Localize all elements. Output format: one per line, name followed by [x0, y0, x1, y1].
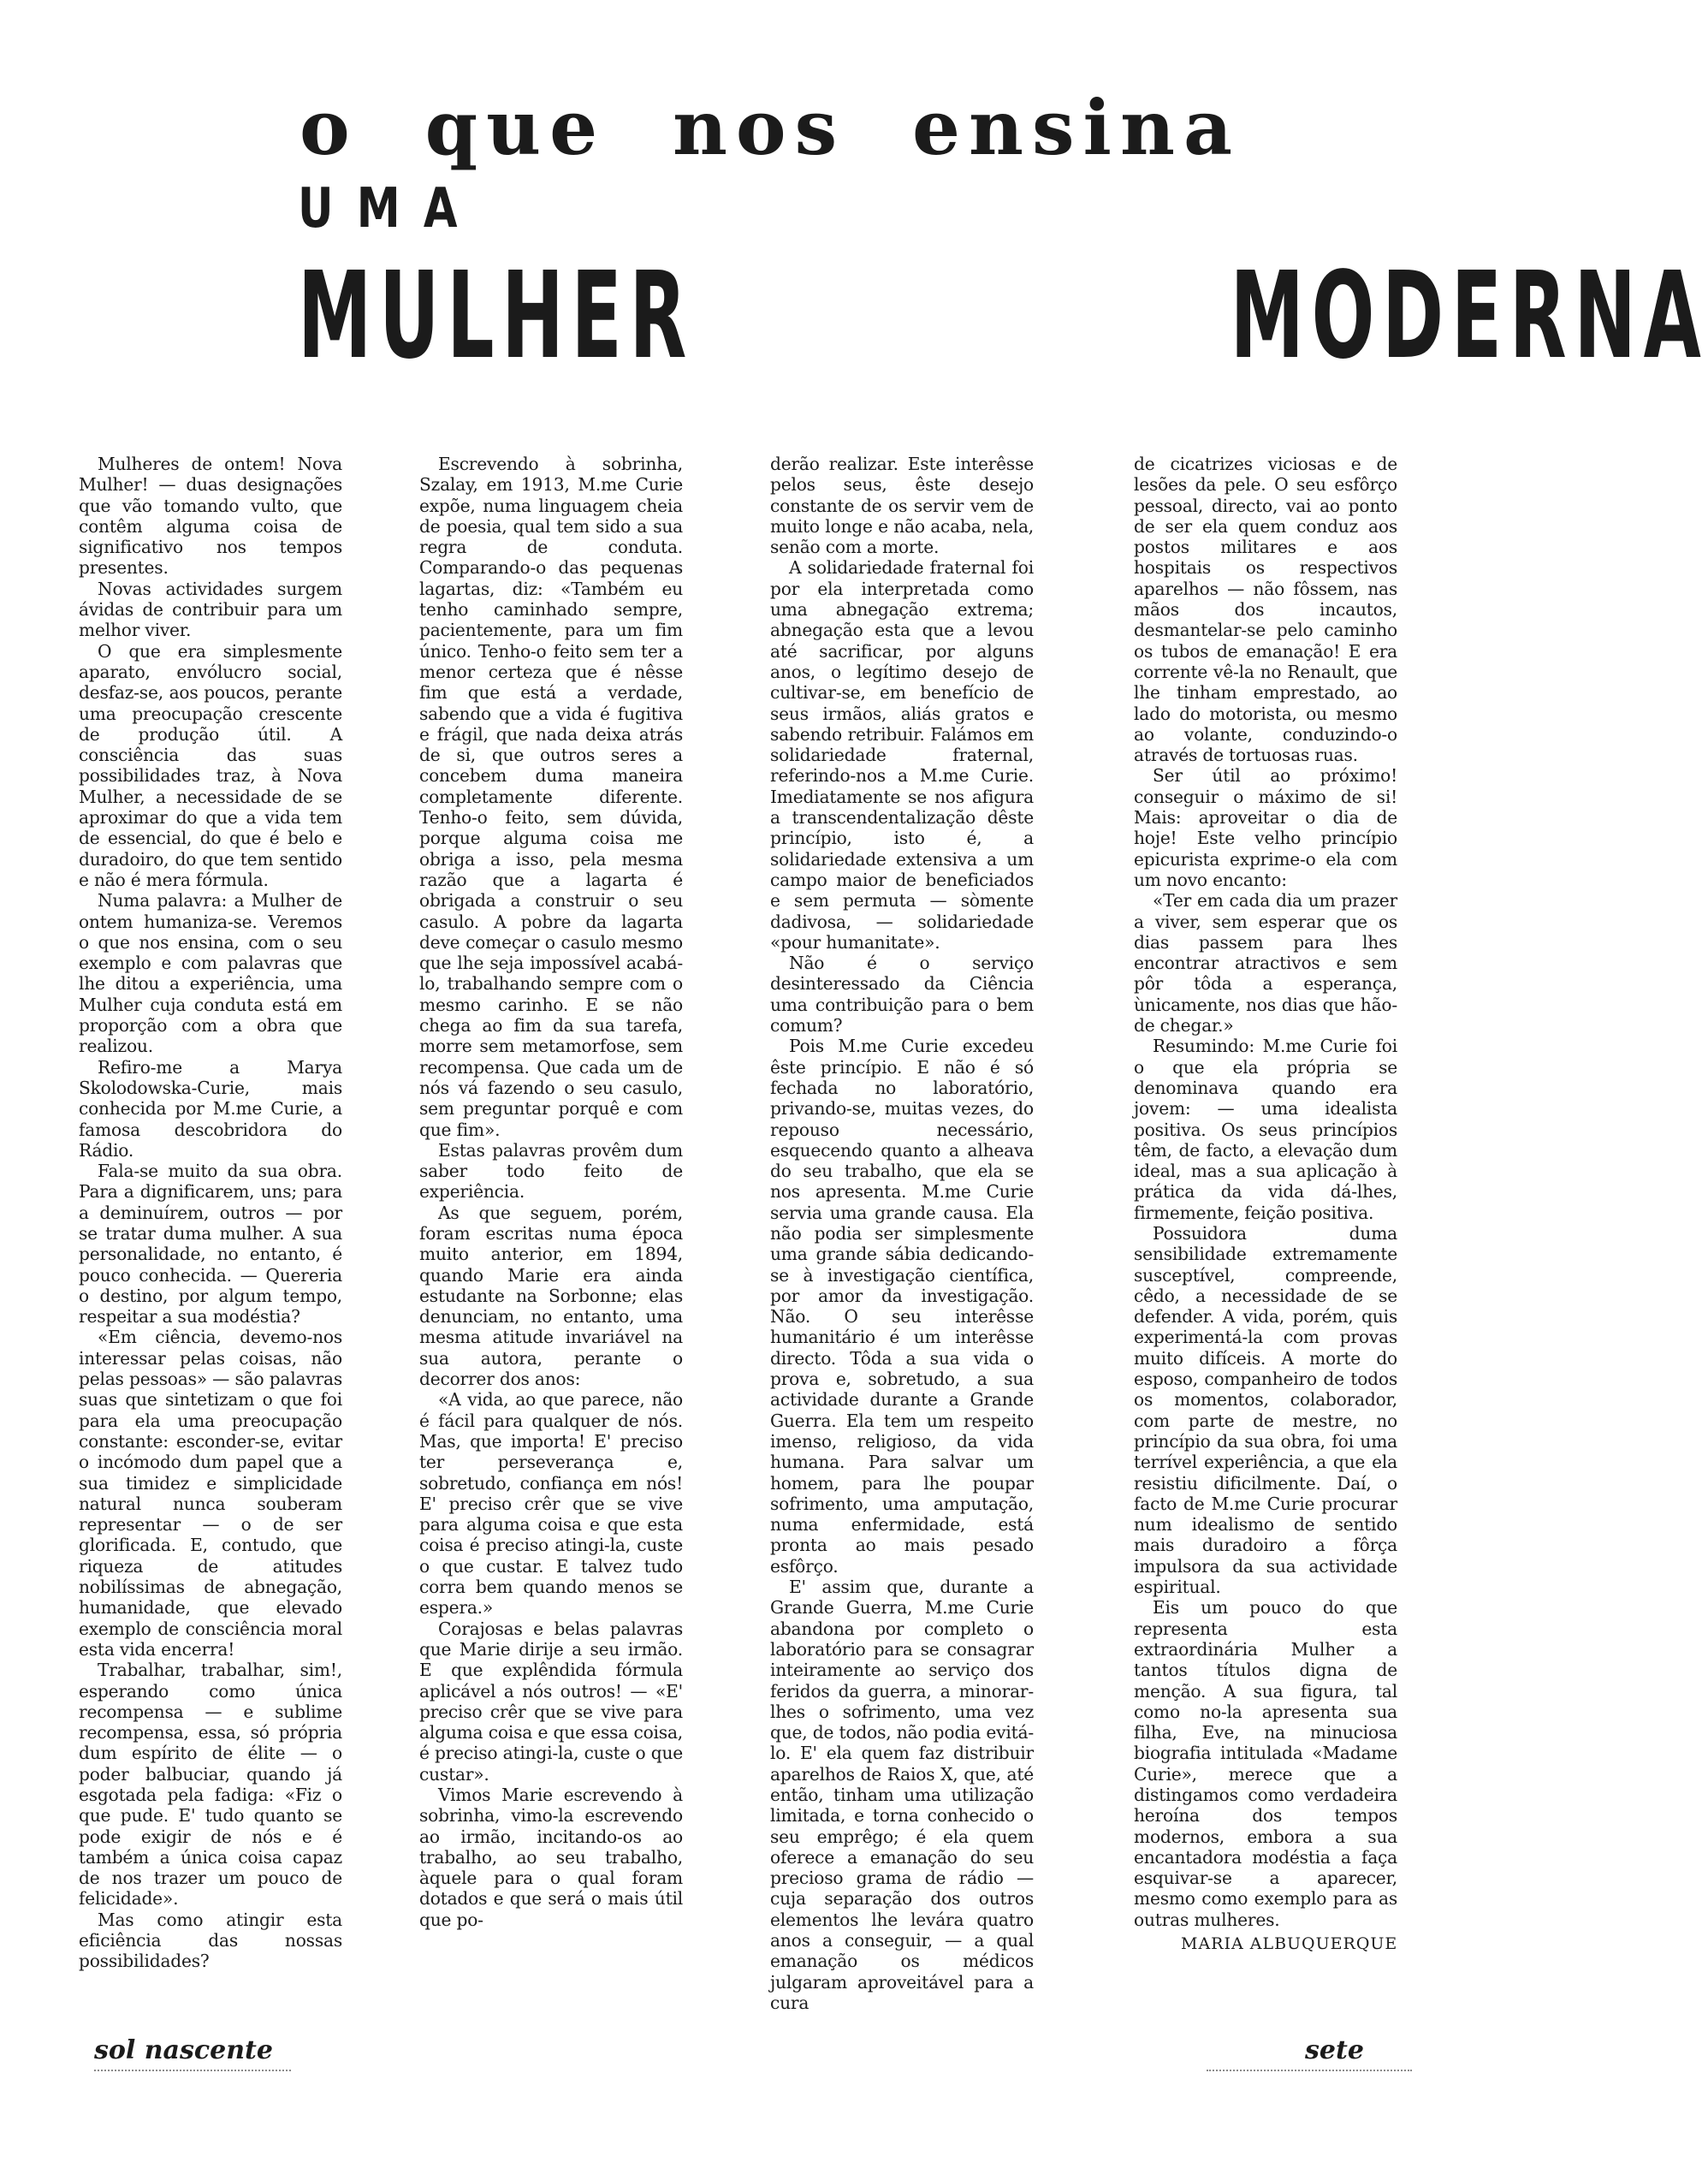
paragraph: O que era simplesmente aparato, envólucro social, desfaz-se, aos poucos, perante uma preocupação crescente de produção útil. A consciência das suas possibilidades traz, à Nova Mulher, a necessidade de se aproximar do que a vida tem de essencial, do que é belo e duradoiro, do que tem sentido e não é mera fórmula.: [79, 640, 342, 890]
title-word: que: [424, 83, 607, 172]
paragraph: A solidariedade fraternal foi por ela interpretada como uma abnegação extrema; abnegação esta que a levou até sacrificar, por alguns anos, o legítimo desejo de cultivar-se, em benefício de seus irmãos, aliás gratos e sabendo retribuir. Falámos em solidariedade fraternal, referindo-nos a M.me Curie. Imediatamente se nos afigura a transcendentalização dêste princípio, isto é, a solidariedade extensiva a um campo maior de beneficiados e sem permuta — sòmente dadivosa, — solidariedade «pour humanitate».: [770, 557, 1034, 953]
footer-rule-right: [1207, 2070, 1412, 2071]
paragraph: Numa palavra: a Mulher de ontem humaniza-se. Veremos o que nos ensina, com o seu exemplo e com palavras que lhe ditou a experiência, uma Mulher cuja conduta está em proporção com a obra que realizou.: [79, 890, 342, 1057]
paragraph: E' assim que, durante a Grande Guerra, M.me Curie abandona por completo o laboratório para se consagrar inteiramente ao serviço dos feridos da guerra, a minorar-lhes o sofrimento, uma vez que, de todos, não podia evitá-lo. E' ela quem faz distribuir aparelhos de Raios X, que, até então, tinham uma utilização limitada, e torna conhecido o seu emprêgo; é ela quem oferece a emanação do seu precioso grama de rádio — cuja separação dos outros elementos lhe levára quatro anos a conseguir, — a qual emanação os médicos julgaram aproveitável para a cura: [770, 1577, 1034, 2013]
paragraph: Ser útil ao próximo! conseguir o máximo de si! Mais: aproveitar o dia de hoje! Este velho princípio epicurista exprime-o ela com um novo encanto:: [1134, 765, 1397, 890]
title-line-2: UMA: [298, 177, 481, 241]
text-column-2: [419, 454, 683, 1930]
text-column-3: [770, 454, 1034, 2013]
title-word: o: [299, 83, 359, 172]
paragraph: «A vida, ao que parece, não é fácil para qualquer de nós. Mas, que importa! E' preciso ter perseverança e, sobretudo, confiança em nós! E' preciso crêr que se vive para alguma coisa e que esta coisa é preciso atingi-la, custe o que custar. E talvez tudo corra bem quando menos se espera.»: [419, 1389, 683, 1619]
footer-publication-name: sol nascente: [94, 2035, 273, 2065]
title-line-3: [298, 247, 1708, 386]
paragraph: Novas actividades surgem ávidas de contribuir para um melhor viver.: [79, 578, 342, 641]
paragraph: Escrevendo à sobrinha, Szalay, em 1913, M.me Curie expõe, numa linguagem cheia de poesia, qual tem sido a sua regra de conduta. Comparando-o das pequenas lagartas, diz: «Também eu tenho caminhado sempre, pacientemente, para um fim único. Tenho-o feito sem ter a menor certeza que é nêsse fim que está a verdade, sabendo que a vida é fugitiva e frágil, que nada deixa atrás de si, que outros seres a concebem duma maneira completamente diferente. Tenho-o feito, sem dúvida, porque alguma coisa me obriga a isso, pela mesma razão que a lagarta é obrigada a construir o seu casulo. A pobre da lagarta deve começar o casulo mesmo que lhe seja impossível acabá-lo, trabalhando sempre com o mesmo carinho. E se não chega ao fim da sua tarefa, morre sem metamorfose, sem recompensa. Que cada um de nós vá fazendo o seu casulo, sem preguntar porquê e com que fim».: [419, 454, 683, 1140]
text-column-1: [79, 454, 342, 1972]
paragraph: Vimos Marie escrevendo à sobrinha, vimo-la escrevendo ao irmão, incitando-os ao trabalho, ao seu trabalho, àquele para o qual foram dotados e que será o mais útil que po-: [419, 1785, 683, 1930]
paragraph: Estas palavras provêm dum saber todo feito de experiência.: [419, 1139, 683, 1203]
title-word: ensina: [912, 83, 1241, 172]
paragraph: «Em ciência, devemo-nos interessar pelas coisas, não pelas pessoas» — são palavras suas que sintetizam o que foi para ela uma preocupação constante: esconder-se, evitar o incómodo dum papel que a sua timidez e simplicidade natural nunca souberam representar — o de ser glorificada. E, contudo, que riqueza de atitudes nobilíssimas de abnegação, humanidade, que elevado exemplo de consciência moral esta vida encerra!: [79, 1327, 342, 1660]
paragraph: Fala-se muito da sua obra. Para a dignificarem, uns; para a deminuírem, outros — por se tratar duma mulher. A sua personalidade, no entanto, é pouco conhecida. — Quereria o destino, por algum tempo, respeitar a sua modéstia?: [79, 1161, 342, 1328]
paragraph: derão realizar. Este interêsse pelos seus, êste desejo constante de os servir vem de muito longe e não acaba, nela, senão com a morte.: [770, 454, 1034, 558]
title-word: nos: [672, 83, 846, 172]
author-signature: MARIA ALBUQUERQUE: [1181, 1934, 1398, 1953]
title-line-1: [299, 83, 1241, 172]
title-word-moderna: MODERNA: [1230, 247, 1708, 386]
paragraph: Mulheres de ontem! Nova Mulher! — duas designações que vão tomando vulto, que contêm alguma coisa de significativo nos tempos presentes.: [79, 454, 342, 579]
paragraph: Refiro-me a Marya Skolodowska-Curie, mais conhecida por M.me Curie, a famosa descobridora do Rádio.: [79, 1056, 342, 1161]
paragraph: Trabalhar, trabalhar, sim!, esperando como única recompensa — e sublime recompensa, essa, só própria dum espírito de élite — o poder balbuciar, quando já esgotada pela fadiga: «Fiz o que pude. E' tudo quanto se pode exigir de nós e é também a única coisa capaz de nos trazer um pouco de felicidade».: [79, 1660, 342, 1910]
paragraph: Mas como atingir esta eficiência das nossas possibilidades?: [79, 1909, 342, 1972]
footer-rule-left: [94, 2070, 291, 2071]
title-word-mulher: MULHER: [298, 247, 695, 386]
paragraph: «Ter em cada dia um prazer a viver, sem esperar que os dias passem para lhes encontrar atractivos e sem pôr tôda a esperança, ùnicamente, nos dias que hão-de chegar.»: [1134, 890, 1397, 1037]
paragraph: As que seguem, porém, foram escritas numa época muito anterior, em 1894, quando Marie era ainda estudante na Sorbonne; elas denunciam, no entanto, uma mesma atitude invariável na sua autora, perante o decorrer dos anos:: [419, 1202, 683, 1390]
text-column-4: [1134, 454, 1397, 1930]
paragraph: Pois M.me Curie excedeu êste princípio. E não é só fechada no laboratório, privando-se, muitas vezes, do repouso necessário, esquecendo quanto a alheava do seu trabalho, que ela se nos apresenta. M.me Curie servia uma grande causa. Ela não podia ser simplesmente uma grande sábia dedicando-se à investigação científica, por amor da investigação. Não. O seu interêsse humanitário é um interêsse directo. Tôda a sua vida o prova e, sobretudo, a sua actividade durante a Grande Guerra. Ela tem um respeito imenso, religioso, da vida humana. Para salvar um homem, para lhe poupar sofrimento, uma amputação, numa enfermidade, está pronta ao mais pesado esfôrço.: [770, 1036, 1034, 1577]
paragraph: Não é o serviço desinteressado da Ciência uma contribuição para o bem comum?: [770, 953, 1034, 1037]
paragraph: Resumindo: M.me Curie foi o que ela própria se denominava quando era jovem: — uma idealista positiva. Os seus princípios têm, de facto, a elevação dum ideal, mas a sua aplicação à prática da vida dá-lhes, firmemente, feição positiva.: [1134, 1036, 1397, 1223]
footer-page-number: sete: [1305, 2035, 1364, 2065]
paragraph: Possuidora duma sensibilidade extremamente susceptível, compreende, cêdo, a necessidade de se defender. A vida, porém, quis experimentá-la com provas muito difíceis. A morte do esposo, companheiro de todos os momentos, colaborador, com parte de mestre, no princípio da sua obra, foi uma terrível experiência, a que ela resistiu dificilmente. Daí, o facto de M.me Curie procurar num idealismo de sentido mais duradoiro a fôrça impulsora da sua actividade espiritual.: [1134, 1222, 1397, 1598]
paragraph: Corajosas e belas palavras que Marie dirije a seu irmão. E que explêndida fórmula aplicável a nós outros! — «E' preciso crêr que se vive para alguma coisa e que essa coisa, é preciso atingi-la, custe o que custar».: [419, 1618, 683, 1785]
paragraph: de cicatrizes viciosas e de lesões da pele. O seu esfôrço pessoal, directo, vai ao ponto de ser ela quem conduz aos postos militares e aos hospitais os respectivos aparelhos — não fôssem, nas mãos dos incautos, desmantelar-se pelo caminho os tubos de emanação! E era corrente vê-la no Renault, que lhe tinham emprestado, ao lado do motorista, ou mesmo ao volante, conduzindo-o através de tortuosas ruas.: [1134, 454, 1397, 766]
paragraph: Eis um pouco do que representa esta extraordinária Mulher a tantos títulos digna de menção. A sua figura, tal como no-la apresenta sua filha, Eve, na minuciosa biografia intitulada «Madame Curie», merece que a distingamos como verdadeira heroína dos tempos modernos, embora a sua encantadora modéstia a faça esquivar-se a aparecer, mesmo como exemplo para as outras mulheres.: [1134, 1597, 1397, 1930]
